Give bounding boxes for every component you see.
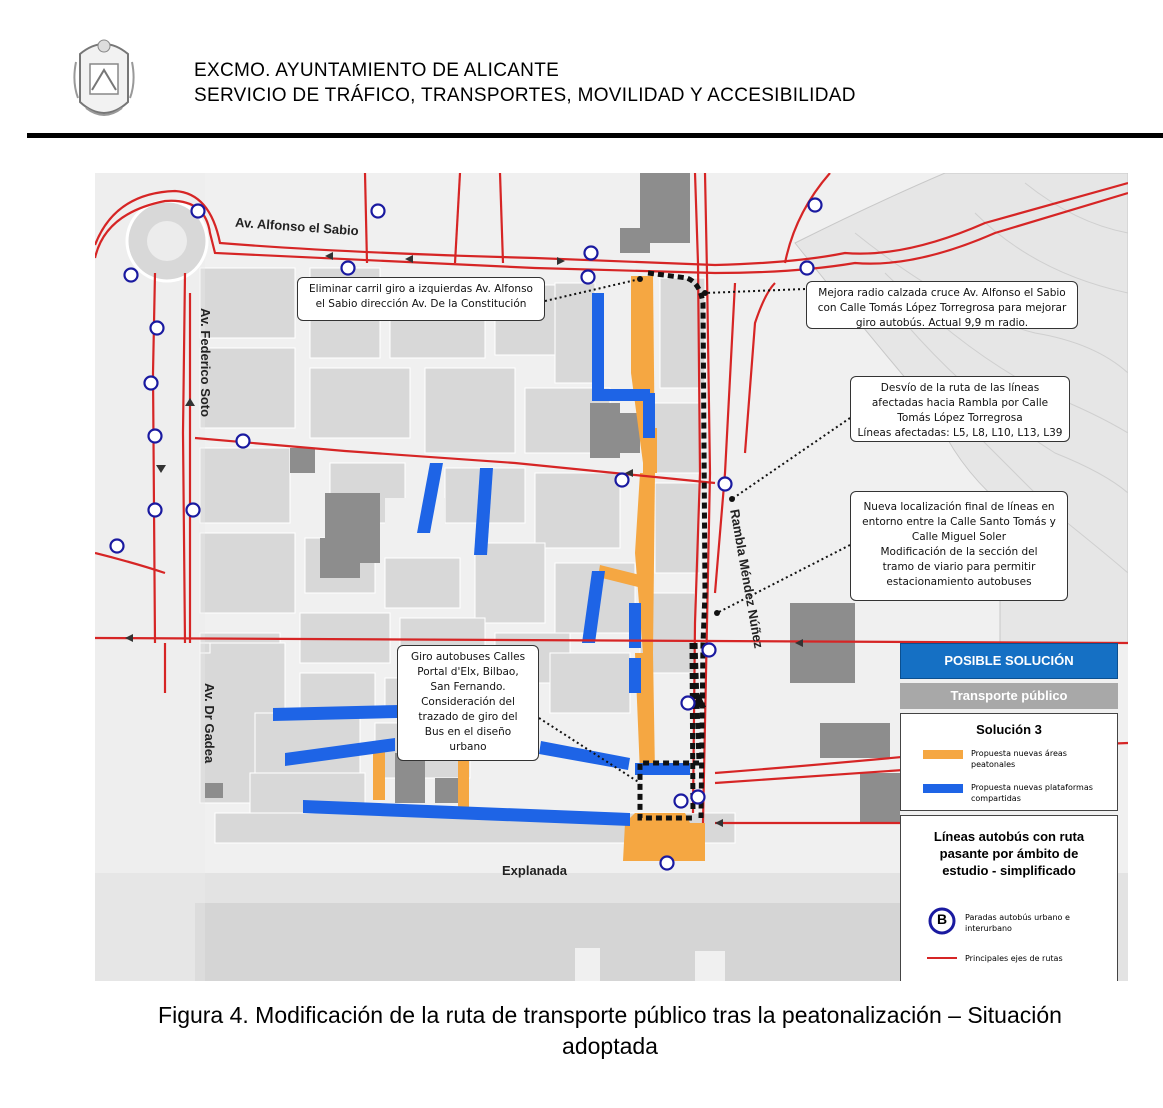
pedestrian-area (458, 753, 469, 808)
legend-text: Propuesta nuevas áreas (971, 749, 1067, 758)
legend-blue-label (971, 782, 1093, 804)
pedestrian-area (373, 748, 385, 800)
legend-text: interurbano (965, 924, 1012, 933)
legend-title: POSIBLE SOLUCIÓN (900, 643, 1118, 679)
plaza (385, 498, 445, 553)
bus-stop-icon (703, 644, 716, 657)
shared-platform (592, 293, 604, 393)
shared-platform (643, 393, 655, 438)
shared-platform (629, 658, 641, 693)
orange-swatch (923, 750, 963, 759)
bus-stop-icon (111, 540, 124, 553)
legend-subtitle: Transporte público (900, 683, 1118, 709)
callout-text: Consideración del (421, 696, 515, 708)
callout-turn-radius (806, 281, 1078, 329)
legend-stop-label (965, 912, 1070, 934)
bus-stop-icon (675, 795, 688, 808)
callout-text: con Calle Tomás López Torregrosa para mejorar (817, 302, 1067, 314)
bus-stop-icon (661, 857, 674, 870)
bus-stop-letter: B (936, 911, 948, 927)
legend-route-label: Principales ejes de rutas (965, 954, 1063, 963)
shared-platform (592, 389, 650, 401)
bus-stop-icon (342, 262, 355, 275)
pier (695, 951, 725, 981)
route-legend-line (927, 957, 957, 959)
callout-text: Mejora radio calzada cruce Av. Alfonso el Sabio (818, 287, 1066, 299)
org-line-2: SERVICIO DE TRÁFICO, TRANSPORTES, MOVILIDAD Y ACCESIBILIDAD (194, 85, 856, 106)
street-label-rambla: Rambla Méndez Núñez (727, 508, 767, 650)
bus-stop-icon (809, 199, 822, 212)
route-map (95, 173, 1128, 981)
callout-terminus (850, 491, 1068, 601)
callout-text: Modificación de la sección del (880, 546, 1038, 558)
street-label-federico: Av. Federico Soto (198, 308, 213, 418)
bus-stop-icon (801, 262, 814, 275)
legend-solution-box (900, 713, 1118, 811)
bus-stop-icon (582, 271, 595, 284)
bus-stop-icon (616, 474, 629, 487)
bus-stop-icon (149, 504, 162, 517)
callout-text: Tomás López Torregrosa (897, 412, 1023, 424)
roundabout-centre (147, 221, 187, 261)
legend-lines-box (900, 815, 1118, 981)
legend-text: pasante por ámbito de (939, 846, 1079, 861)
legend-text: peatonales (971, 760, 1016, 769)
callout-route-diversion (850, 376, 1070, 442)
document-header (0, 0, 1163, 140)
callout-text: San Fernando. (430, 681, 506, 693)
dashed-route-return (692, 643, 693, 813)
bus-stop-icon (682, 697, 695, 710)
header-rule (27, 133, 1163, 138)
bus-stop-icon (719, 478, 732, 491)
org-line-1: EXCMO. AYUNTAMIENTO DE ALICANTE (194, 60, 560, 81)
bus-stop-icon (149, 430, 162, 443)
callout-text: Desvío de la ruta de las líneas (880, 382, 1040, 394)
callout-text: Bus en el diseño (424, 726, 512, 738)
legend-text: Paradas autobús urbano e (965, 913, 1070, 922)
legend-text: Líneas autobús con ruta (933, 829, 1085, 844)
bus-stop-icon (585, 247, 598, 260)
bus-stop-icon (187, 504, 200, 517)
callout-text: el Sabio dirección Av. De la Constitución (315, 298, 527, 310)
bus-stop-icon (372, 205, 385, 218)
callout-text: estacionamiento autobuses (886, 576, 1032, 588)
figure-caption (60, 1000, 1160, 1062)
legend-lines-title (901, 828, 1117, 879)
legend-text: estudio - simplificado (942, 863, 1076, 878)
pier (575, 948, 600, 981)
callout-text: Calle Miguel Soler (911, 531, 1007, 543)
callout-text: Eliminar carril giro a izquierdas Av. Alfonso (309, 283, 533, 295)
callout-text: Portal d'Elx, Bilbao, (417, 666, 519, 678)
blue-swatch (923, 784, 963, 793)
bus-stop-icon (692, 791, 705, 804)
bus-stop-icon (237, 435, 250, 448)
coat-of-arms-logo (72, 32, 136, 128)
callout-text: trazado de giro del (418, 711, 518, 723)
callout-text: entorno entre la Calle Santo Tomás y (862, 516, 1056, 528)
legend-text: Propuesta nuevas plataformas (971, 783, 1093, 792)
callout-text: giro autobús. Actual 9,9 m radio. (855, 317, 1029, 329)
bus-stop-icon (125, 269, 138, 282)
callout-text: Giro autobuses Calles (410, 651, 526, 663)
legend-text: compartidas (971, 794, 1021, 803)
callout-text: afectadas hacia Rambla por Calle (871, 397, 1049, 409)
caption-line-1: Figura 4. Modificación de la ruta de transporte público tras la peatonalización – Situación (158, 1002, 1062, 1028)
west-edge (95, 173, 205, 981)
street-label-gadea: Av. Dr Gadea (202, 683, 217, 764)
street-label-alfonso: Av. Alfonso el Sabio (234, 214, 360, 239)
callout-left-turn (297, 277, 545, 321)
callout-text: Líneas afectadas: L5, L8, L10, L13, L39 (857, 427, 1063, 439)
legend-orange-label (971, 748, 1067, 770)
legend-solution-title: Solución 3 (976, 722, 1042, 737)
caption-line-2: adoptada (562, 1033, 658, 1059)
callout-text: Nueva localización final de líneas en (863, 501, 1055, 513)
bus-stop-icon (151, 322, 164, 335)
bus-stop-icon (145, 377, 158, 390)
bus-stop-icon (192, 205, 205, 218)
street-label-explanada: Explanada (502, 863, 568, 878)
callout-text: urbano (449, 741, 487, 753)
callout-bus-turn (397, 645, 539, 761)
callout-text: tramo de viario para permitir (882, 561, 1036, 573)
map-legend (900, 643, 1118, 981)
